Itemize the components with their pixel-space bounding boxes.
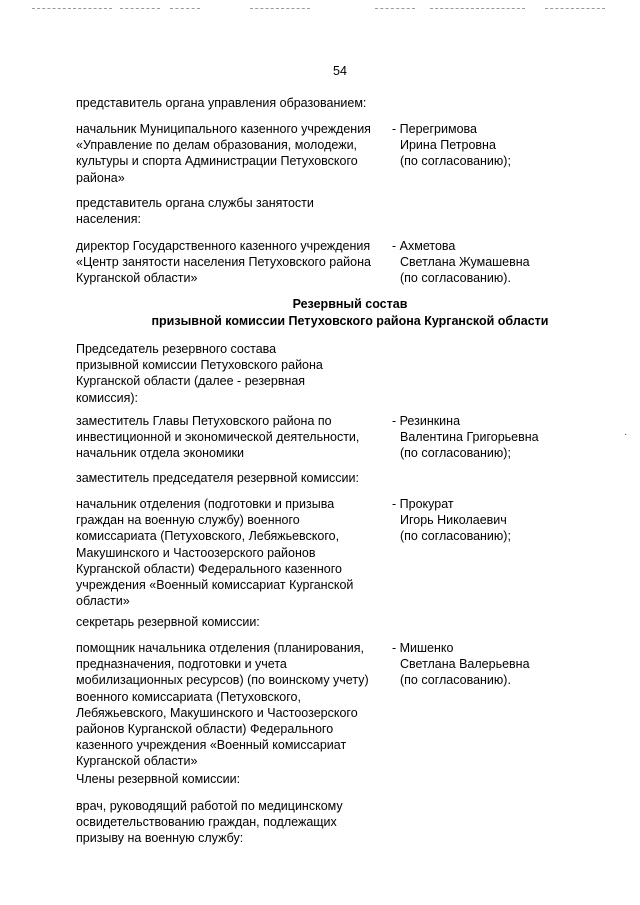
heading-line: призывной комиссии Петуховского района Курганской области (151, 313, 549, 328)
scan-artifact (430, 8, 525, 10)
text-line: (по согласованию). (400, 271, 511, 286)
text-line: Члены резервной комиссии: (76, 772, 241, 786)
position-description (76, 121, 396, 186)
text-line: предназначения, подготовки и учета (76, 657, 287, 672)
text-line: Валентина Григорьевна (400, 430, 539, 445)
text-line: Курганской области» (76, 754, 198, 769)
scan-artifact (250, 8, 310, 10)
text-line: мобилизационных ресурсов) (по воинскому учету) (76, 673, 369, 688)
text-line: комиссия): (76, 390, 139, 405)
section-heading (100, 296, 600, 329)
scan-artifact (170, 8, 200, 10)
text-line: военного комиссариата (Петуховского, (76, 689, 301, 704)
role-heading (76, 470, 406, 486)
margin-mark: · (624, 429, 628, 440)
text-line: Председатель резервного состава (76, 342, 277, 356)
text-line: директор Государственного казенного учреждения (76, 239, 371, 253)
text-line: Курганской области) Федерального казенного (76, 561, 342, 576)
text-line: освидетельствованию граждан, подлежащих (76, 815, 337, 830)
text-line: - Перегримова (392, 122, 477, 136)
text-line: представитель органа службы занятости (76, 196, 314, 210)
text-line: секретарь резервной комиссии: (76, 615, 260, 629)
scan-artifact (375, 8, 415, 10)
role-heading (76, 614, 396, 630)
text-line: (по согласованию); (400, 446, 511, 461)
page-number: 54 (333, 64, 347, 78)
scan-artifact (120, 8, 160, 10)
text-line: начальник Муниципального казенного учреждения (76, 122, 371, 136)
member-name (392, 121, 592, 170)
member-name (392, 413, 592, 462)
text-line: (по согласованию). (400, 673, 511, 688)
position-description (76, 496, 396, 609)
text-line: комиссариата (Петуховского, Лебяжьевского, (76, 529, 340, 544)
position-description (76, 413, 396, 462)
position-description (76, 238, 396, 287)
text-line: «Центр занятости населения Петуховского района (76, 255, 371, 270)
text-line: Макушинского и Частоозерского районов (76, 545, 316, 560)
text-line: учреждения «Военный комиссариат Курганской (76, 578, 354, 593)
text-line: (по согласованию); (400, 154, 511, 169)
scan-artifact (545, 8, 605, 10)
text-line: культуры и спорта Администрации Петуховского (76, 154, 358, 169)
member-name (392, 640, 592, 689)
text-line: «Управление по делам образования, молодежи, (76, 138, 358, 153)
role-heading (76, 771, 396, 787)
text-line: - Мишенко (392, 641, 454, 655)
text-line: казенного учреждения «Военный комиссариат (76, 738, 347, 753)
text-line: начальник отдела экономики (76, 446, 245, 461)
text-line: - Прокурат (392, 497, 454, 511)
text-line: - Резинкина (392, 414, 461, 428)
text-line: заместитель Главы Петуховского района по (76, 414, 332, 428)
position-description (76, 640, 396, 770)
text-line: призыву на военную службу: (76, 831, 244, 846)
text-line: Курганской области» (76, 271, 198, 286)
text-line: района» (76, 170, 125, 185)
text-line: Игорь Николаевич (400, 513, 507, 528)
text-line: врач, руководящий работой по медицинскому (76, 799, 343, 813)
text-line: населения: (76, 212, 142, 227)
text-line: Ирина Петровна (400, 138, 496, 153)
text-line: Светлана Жумашевна (400, 255, 530, 270)
role-heading (76, 798, 396, 847)
heading-line: Резервный состав (292, 297, 408, 311)
text-line: представитель органа управления образованием: (76, 96, 367, 110)
role-heading (76, 95, 406, 111)
member-name (392, 496, 592, 545)
text-line: Лебяжьевского, Макушинского и Частоозерского (76, 705, 358, 720)
text-line: начальник отделения (подготовки и призыва (76, 497, 335, 511)
text-line: районов Курганской области) Федерального (76, 722, 334, 737)
text-line: Светлана Валерьевна (400, 657, 530, 672)
text-line: Курганской области (далее - резервная (76, 374, 306, 389)
text-line: (по согласованию); (400, 529, 511, 544)
text-line: помощник начальника отделения (планирования, (76, 641, 365, 655)
role-heading (76, 341, 396, 406)
text-line: области» (76, 594, 130, 609)
text-line: призывной комиссии Петуховского района (76, 358, 323, 373)
text-line: - Ахметова (392, 239, 456, 253)
text-line: граждан на военную службу) военного (76, 513, 300, 528)
text-line: заместитель председателя резервной комиссии: (76, 471, 359, 485)
scan-artifact (32, 8, 112, 10)
role-heading (76, 195, 396, 227)
member-name (392, 238, 592, 287)
text-line: инвестиционной и экономической деятельности, (76, 430, 360, 445)
